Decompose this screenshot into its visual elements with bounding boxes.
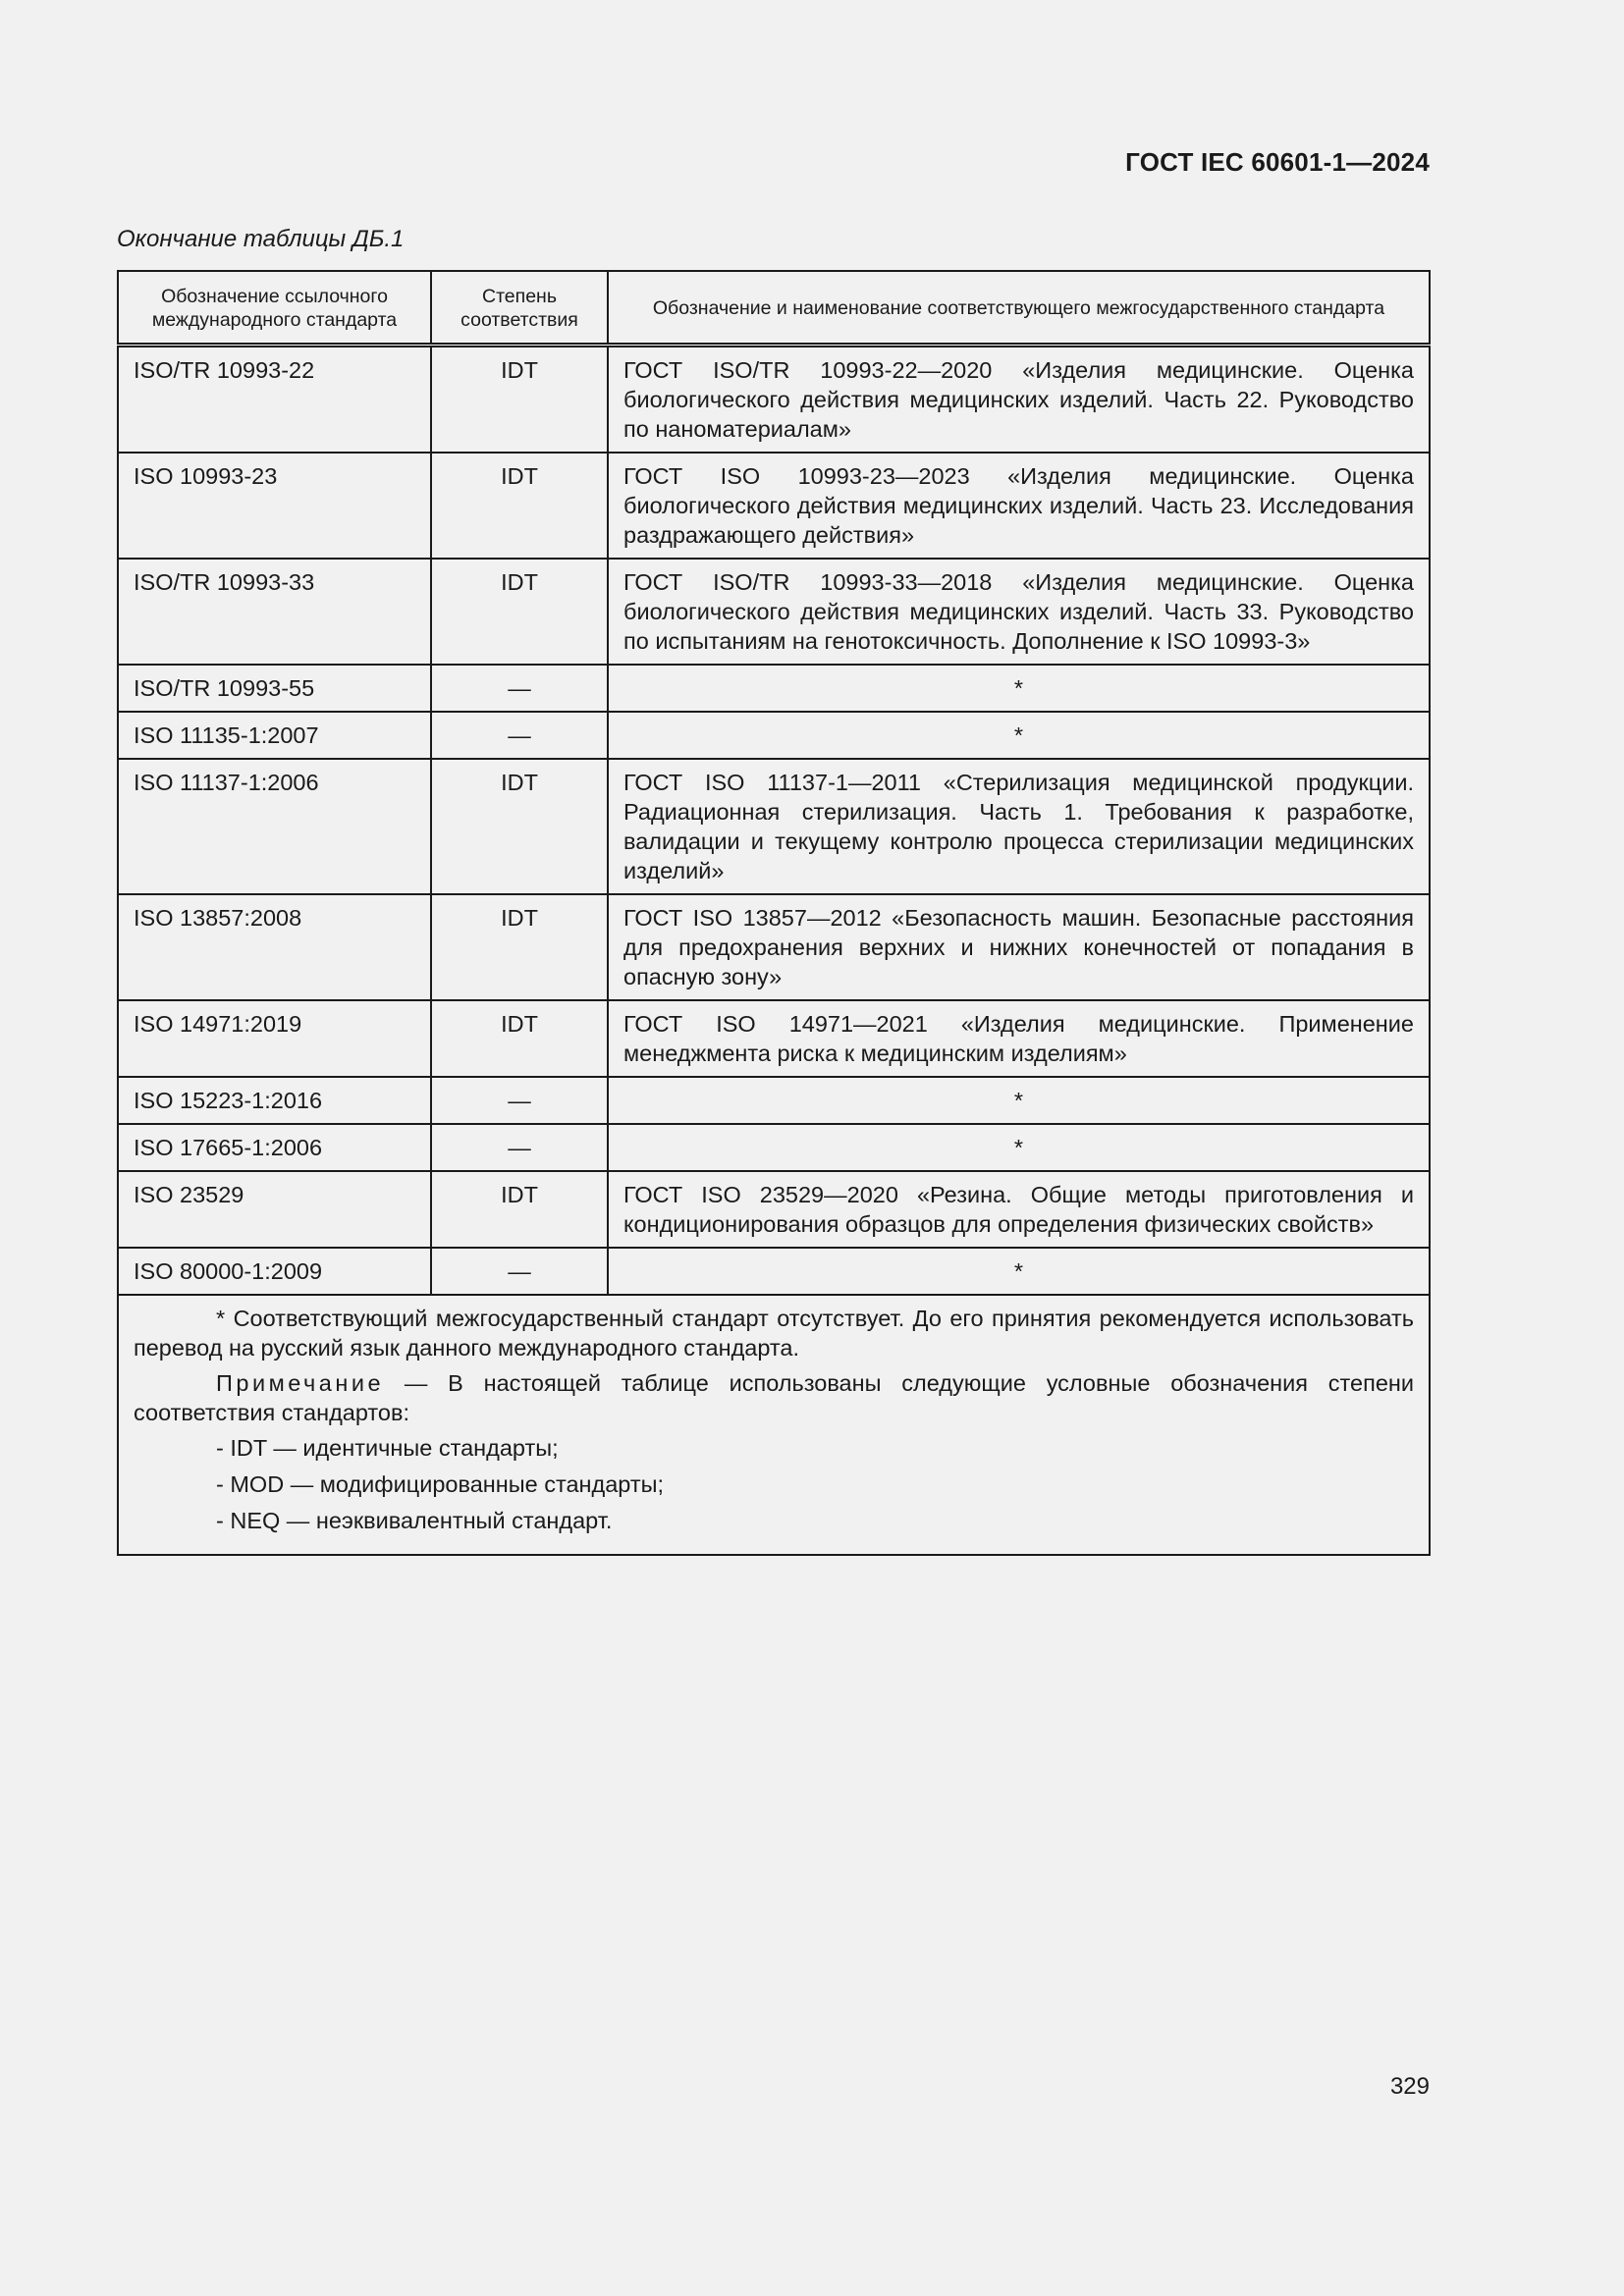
- reference-cell: ISO 80000-1:2009: [118, 1248, 431, 1295]
- description-cell: ГОСТ ISO 10993-23—2023 «Изделия медицинские. Оценка биологического действия медицинских изделий. Часть 23. Исследования раздражающего действия»: [608, 453, 1430, 559]
- footnote: * Соответствующий межгосударственный стандарт отсутствует. До его принятия рекомендуется использовать перевод на русский язык данного международного стандарта.: [134, 1306, 1414, 1361]
- list-item: - NEQ — неэквивалентный стандарт.: [216, 1508, 613, 1533]
- degree-cell: IDT: [431, 453, 608, 559]
- column-header-degree: Степень соответствия: [431, 271, 608, 346]
- degree-cell: —: [431, 1248, 608, 1295]
- degree-cell: —: [431, 1077, 608, 1124]
- description-cell: ГОСТ ISO 23529—2020 «Резина. Общие методы приготовления и кондиционирования образцов для определения физических свойств»: [608, 1171, 1430, 1248]
- notes-cell: [118, 1295, 1430, 1555]
- reference-cell: ISO 13857:2008: [118, 894, 431, 1000]
- reference-cell: ISO 10993-23: [118, 453, 431, 559]
- list-item: - MOD — модифицированные стандарты;: [216, 1471, 665, 1497]
- table-row: [118, 559, 1430, 665]
- table-row: [118, 759, 1430, 894]
- description-cell: ГОСТ ISO 14971—2021 «Изделия медицинские. Применение менеджмента риска к медицинским изделиям»: [608, 1000, 1430, 1077]
- note-label: Примечание: [216, 1370, 385, 1396]
- document-code: ГОСТ IEC 60601-1—2024: [1125, 147, 1430, 177]
- degree-cell: IDT: [431, 1171, 608, 1248]
- description-cell: *: [608, 1248, 1430, 1295]
- degree-cell: —: [431, 665, 608, 712]
- column-header-description: Обозначение и наименование соответствующего межгосударственного стандарта: [608, 271, 1430, 346]
- degree-cell: IDT: [431, 346, 608, 454]
- standards-table: [117, 270, 1431, 1556]
- reference-cell: ISO 15223-1:2016: [118, 1077, 431, 1124]
- degree-cell: IDT: [431, 559, 608, 665]
- table-row: [118, 665, 1430, 712]
- degree-cell: IDT: [431, 1000, 608, 1077]
- description-cell: ГОСТ ISO/TR 10993-22—2020 «Изделия медицинские. Оценка биологического действия медицинских изделий. Часть 22. Руководство по наноматериалам»: [608, 346, 1430, 454]
- description-cell: *: [608, 1124, 1430, 1171]
- degree-cell: —: [431, 712, 608, 759]
- reference-cell: ISO 11135-1:2007: [118, 712, 431, 759]
- table-header-row: [118, 271, 1430, 346]
- note-text: — В настоящей таблице использованы следующие условные обозначения степени соответствия стандартов:: [134, 1370, 1414, 1425]
- degree-cell: —: [431, 1124, 608, 1171]
- table-caption: Окончание таблицы ДБ.1: [117, 226, 405, 252]
- table-row: [118, 346, 1430, 454]
- reference-cell: ISO/TR 10993-55: [118, 665, 431, 712]
- table-row: [118, 712, 1430, 759]
- description-cell: *: [608, 665, 1430, 712]
- reference-cell: ISO 14971:2019: [118, 1000, 431, 1077]
- degree-cell: IDT: [431, 894, 608, 1000]
- description-cell: *: [608, 712, 1430, 759]
- description-cell: ГОСТ ISO 11137-1—2011 «Стерилизация медицинской продукции. Радиационная стерилизация. Часть 1. Требования к разработке, валидации и текущему контролю процесса стерилизации медицинских изделий»: [608, 759, 1430, 894]
- reference-cell: ISO 11137-1:2006: [118, 759, 431, 894]
- table-row: [118, 1248, 1430, 1295]
- page-number: 329: [1389, 2073, 1430, 2100]
- note-paragraph: [134, 1368, 1414, 1427]
- reference-cell: ISO/TR 10993-22: [118, 346, 431, 454]
- table-row: [118, 1171, 1430, 1248]
- conformity-legend: [134, 1433, 1414, 1535]
- list-item: - IDT — идентичные стандарты;: [216, 1435, 559, 1461]
- degree-cell: IDT: [431, 759, 608, 894]
- reference-cell: ISO 23529: [118, 1171, 431, 1248]
- table-row: [118, 1000, 1430, 1077]
- description-cell: *: [608, 1077, 1430, 1124]
- column-header-reference: Обозначение ссылочного международного стандарта: [118, 271, 431, 346]
- description-cell: ГОСТ ISO 13857—2012 «Безопасность машин. Безопасные расстояния для предохранения верхних и нижних конечностей от попадания в опасную зону»: [608, 894, 1430, 1000]
- description-cell: ГОСТ ISO/TR 10993-33—2018 «Изделия медицинские. Оценка биологического действия медицинских изделий. Часть 33. Руководство по испытаниям на генотоксичность. Дополнение к ISO 10993-3»: [608, 559, 1430, 665]
- reference-cell: ISO/TR 10993-33: [118, 559, 431, 665]
- table-row: [118, 1077, 1430, 1124]
- table-row: [118, 1124, 1430, 1171]
- notes-row: [118, 1295, 1430, 1555]
- reference-cell: ISO 17665-1:2006: [118, 1124, 431, 1171]
- table-row: [118, 453, 1430, 559]
- table-row: [118, 894, 1430, 1000]
